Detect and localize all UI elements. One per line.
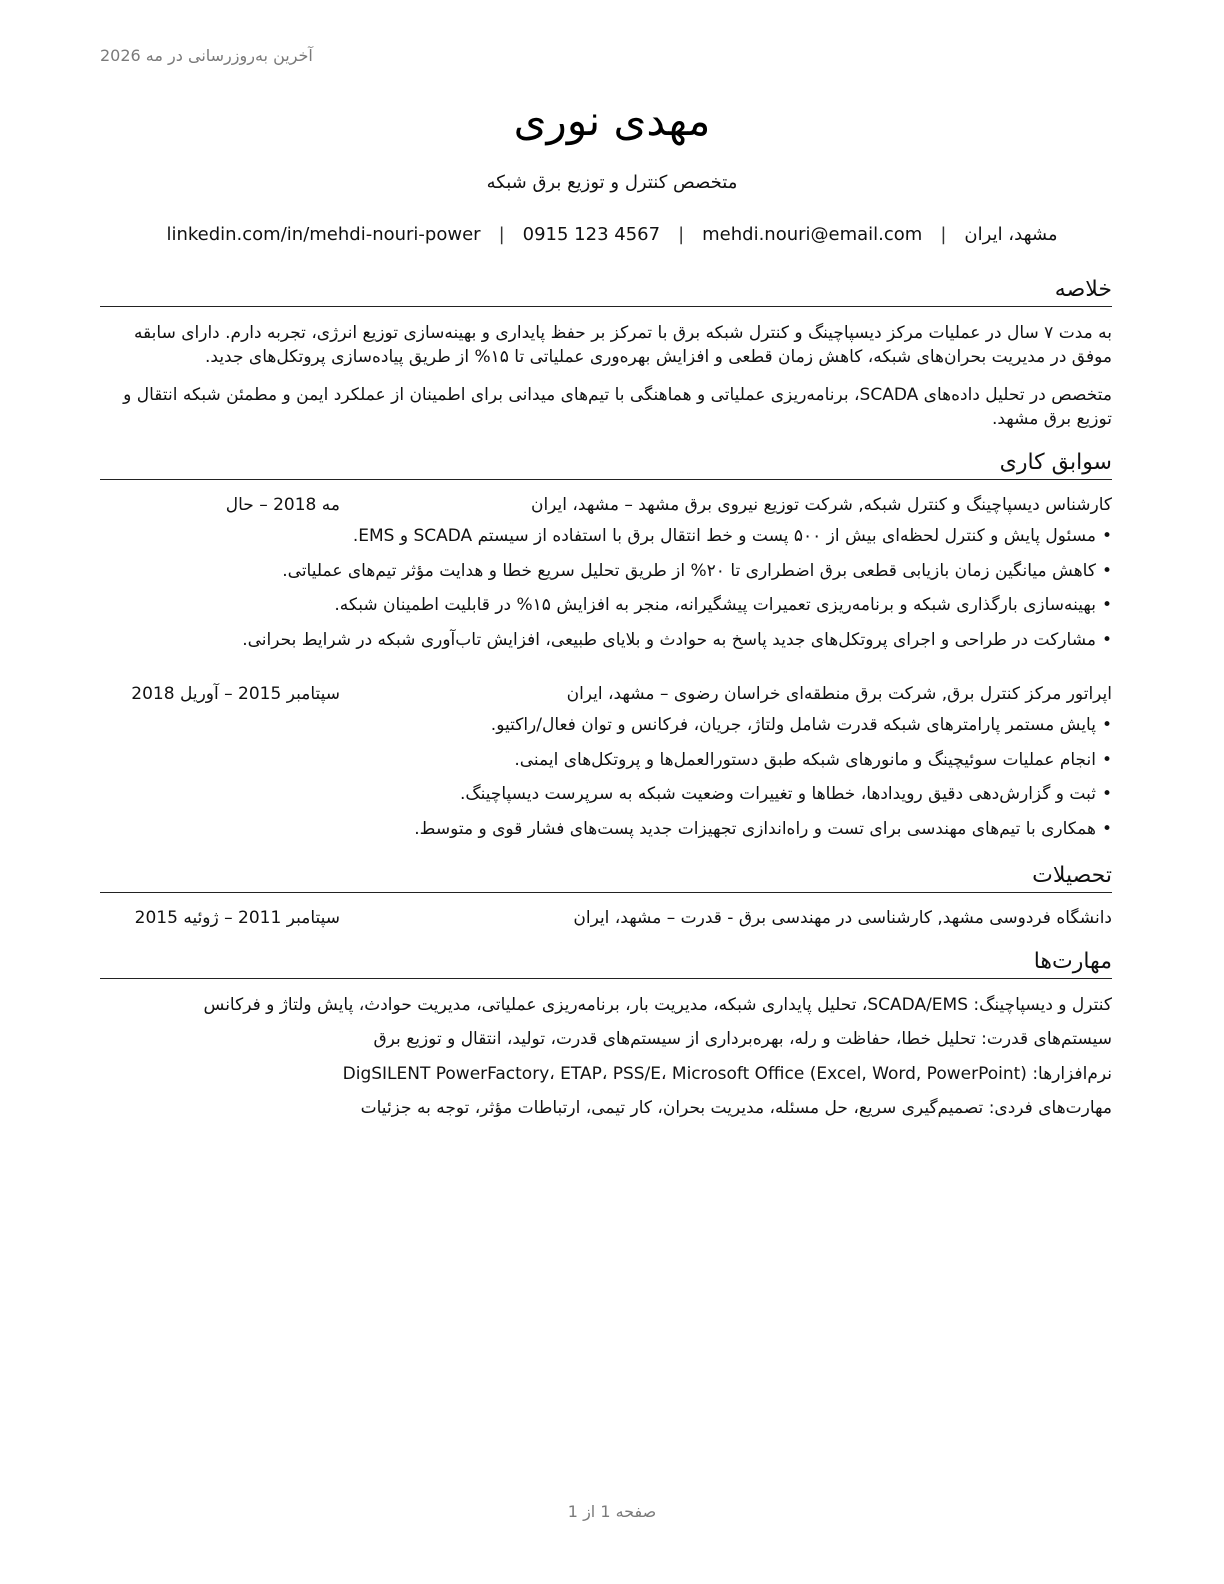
job-bullet bbox=[242, 628, 1112, 652]
section-title-experience: سوابق کاری bbox=[100, 449, 1112, 480]
contact-location: مشهد، ایران bbox=[964, 224, 1058, 245]
job-bullet-text: مسئول پایش و کنترل لحظه‌ای بیش از ۵۰۰ پست و خط انتقال برق با استفاده از سیستم SCADA و EMS. bbox=[352, 526, 1096, 546]
education-entry bbox=[100, 906, 1112, 930]
contact-line bbox=[0, 224, 1224, 245]
candidate-name: مهدی نوری bbox=[513, 96, 711, 145]
summary-paragraph: به مدت ۷ سال در عملیات مرکز دیسپاچینگ و کنترل شبکه برق با تمرکز بر حفظ پایداری و بهینه‌سازی توزیع انرژی، تجربه دارم. دارای سابقه موفق در مدیریت بحران‌های شبکه، کاهش زمان قطعی و افزایش بهره‌وری عملیاتی تا ۱۵% از طریق پیاده‌سازی پروتکل‌های جدید. bbox=[133, 323, 1112, 367]
bullet-dot-icon: • bbox=[1101, 630, 1112, 650]
job-dates: مه 2018 – حال bbox=[225, 495, 340, 515]
contact-separator: | bbox=[678, 224, 685, 245]
job-bullet-text: مشارکت در طراحی و اجرای پروتکل‌های جدید پاسخ به حوادث و بلایای طبیعی، افزایش تاب‌آوری شبکه در شرایط بحرانی. bbox=[242, 630, 1096, 650]
job-bullet bbox=[414, 817, 1112, 841]
job-bullet bbox=[282, 559, 1112, 583]
contact-separator: | bbox=[498, 224, 505, 245]
job-bullet bbox=[491, 713, 1112, 737]
contact-email[interactable]: mehdi.nouri@email.com bbox=[702, 224, 923, 245]
section-title-summary: خلاصه bbox=[100, 276, 1112, 307]
job-entry-header bbox=[100, 682, 1112, 706]
job-bullet-text: بهینه‌سازی بارگذاری شبکه و برنامه‌ریزی تعمیرات پیشگیرانه، منجر به افزایش ۱۵% در قابلیت اطمینان شبکه. bbox=[334, 595, 1096, 615]
bullet-dot-icon: • bbox=[1101, 819, 1112, 839]
bullet-dot-icon: • bbox=[1101, 750, 1112, 770]
bullet-dot-icon: • bbox=[1101, 595, 1112, 615]
job-role: کارشناس دیسپاچینگ و کنترل شبکه, شرکت توزیع نیروی برق مشهد – مشهد، ایران bbox=[530, 495, 1112, 515]
skill-line: سیستم‌های قدرت: تحلیل خطا، حفاظت و رله، بهره‌برداری از سیستم‌های قدرت، تولید، انتقال و توزیع برق bbox=[373, 1029, 1112, 1049]
job-role: اپراتور مرکز کنترل برق, شرکت برق منطقه‌ای خراسان رضوی – مشهد، ایران bbox=[566, 684, 1112, 704]
job-bullet-text: پایش مستمر پارامترهای شبکه قدرت شامل ولتاژ، جریان، فرکانس و توان فعال/راکتیو. bbox=[490, 715, 1096, 735]
bullet-dot-icon: • bbox=[1101, 526, 1112, 546]
contact-linkedin[interactable]: linkedin.com/in/mehdi-nouri-power bbox=[166, 224, 481, 245]
skill-line: کنترل و دیسپاچینگ: SCADA/EMS، تحلیل پایداری شبکه، مدیریت بار، برنامه‌ریزی عملیاتی، مدیریت حوادث، پایش ولتاژ و فرکانس bbox=[203, 995, 1112, 1015]
job-bullet-text: کاهش میانگین زمان بازیابی قطعی برق اضطراری تا ۲۰% از طریق تحلیل سریع خطا و هدایت مؤثر تیم‌های عملیاتی. bbox=[282, 561, 1096, 581]
job-bullet-text: ثبت و گزارش‌دهی دقیق رویدادها، خطاها و تغییرات وضعیت شبکه به سرپرست دیسپاچینگ. bbox=[459, 784, 1096, 804]
page-number: صفحه 1 از 1 bbox=[567, 1502, 657, 1521]
section-title-skills: مهارت‌ها bbox=[100, 948, 1112, 979]
last-updated: آخرین به‌روزرسانی در مه 2026 bbox=[100, 46, 313, 65]
job-bullet-text: انجام عملیات سوئیچینگ و مانورهای شبکه طبق دستورالعمل‌ها و پروتکل‌های ایمنی. bbox=[514, 750, 1096, 770]
bullet-dot-icon: • bbox=[1101, 784, 1112, 804]
bullet-dot-icon: • bbox=[1101, 561, 1112, 581]
section-title-education: تحصیلات bbox=[100, 862, 1112, 893]
education-degree: دانشگاه فردوسی مشهد, کارشناسی در مهندسی برق - قدرت – مشهد، ایران bbox=[573, 908, 1112, 928]
education-dates: سپتامبر 2011 – ژوئیه 2015 bbox=[134, 908, 340, 928]
job-bullet bbox=[514, 748, 1112, 772]
job-bullet bbox=[334, 593, 1112, 617]
job-bullet-text: همکاری با تیم‌های مهندسی برای تست و راه‌اندازی تجهیزات جدید پست‌های فشار قوی و متوسط. bbox=[414, 819, 1096, 839]
candidate-headline: متخصص کنترل و توزیع برق شبکه bbox=[486, 172, 738, 193]
skill-line: مهارت‌های فردی: تصمیم‌گیری سریع، حل مسئله، مدیریت بحران، کار تیمی، ارتباطات مؤثر، توجه به جزئیات bbox=[360, 1098, 1112, 1118]
summary-paragraph: متخصص در تحلیل داده‌های SCADA، برنامه‌ریزی عملیاتی و هماهنگی با تیم‌های میدانی برای اطمینان از عملکرد ایمن و مطمئن شبکه انتقال و توزیع برق مشهد. bbox=[123, 385, 1112, 429]
contact-separator: | bbox=[940, 224, 947, 245]
job-dates: سپتامبر 2015 – آوریل 2018 bbox=[131, 684, 340, 704]
skill-line: نرم‌افزارها: DigSILENT PowerFactory، ETAP، PSS/E، Microsoft Office (Excel, Word, PowerPoint) bbox=[342, 1064, 1112, 1084]
job-entry-header bbox=[100, 493, 1112, 517]
contact-phone[interactable]: 0915 123 4567 bbox=[522, 224, 661, 245]
job-bullet bbox=[353, 524, 1112, 548]
job-bullet bbox=[460, 782, 1112, 806]
bullet-dot-icon: • bbox=[1101, 715, 1112, 735]
